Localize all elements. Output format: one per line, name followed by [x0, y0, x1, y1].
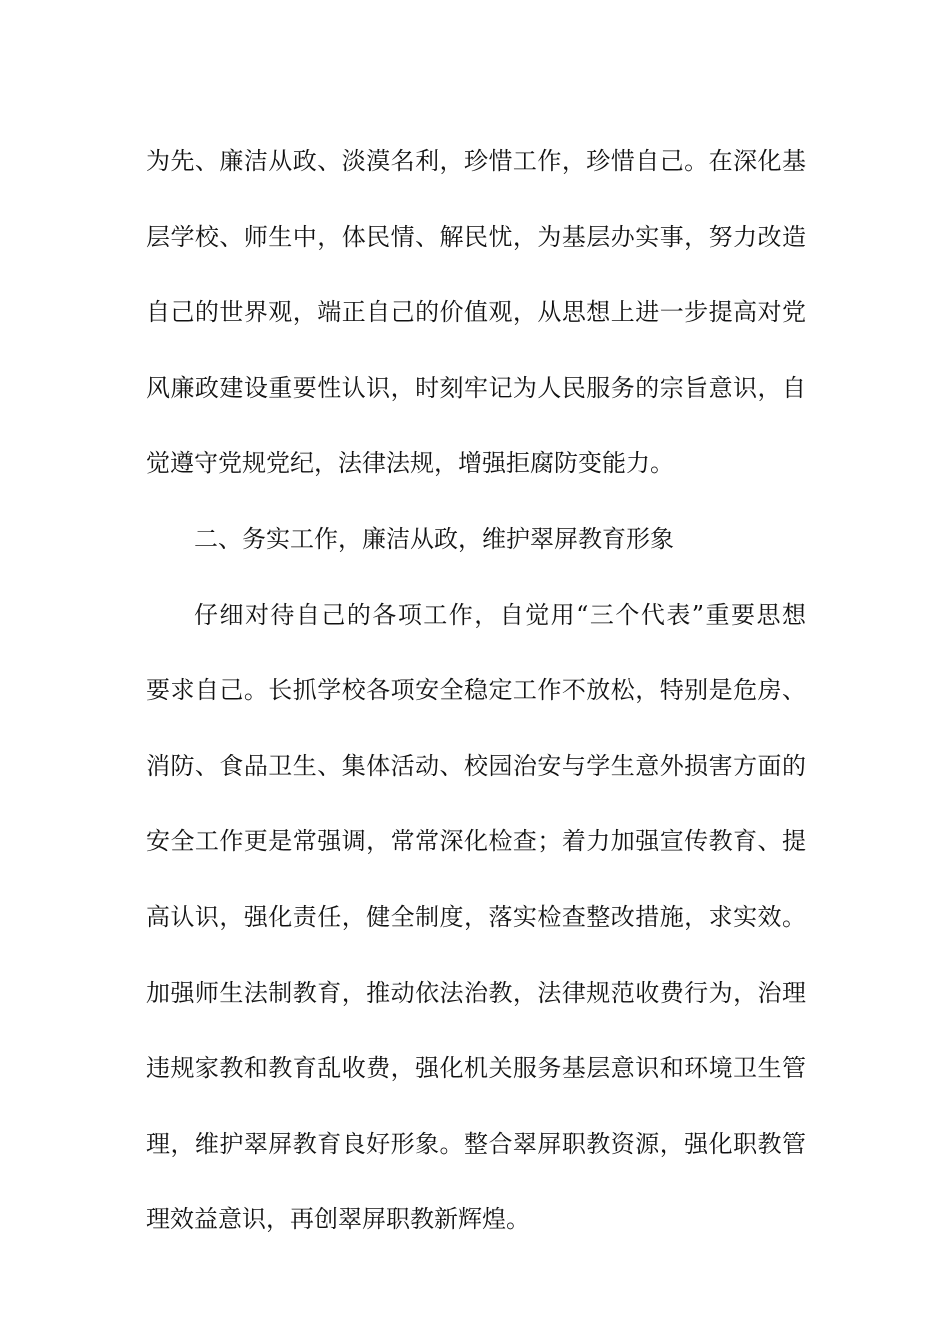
paragraph-line: 仔细对待自己的各项工作，自觉用“三个代表”重要思想	[194, 600, 806, 629]
paragraph-line: 理效益意识，再创翠屏职教新辉煌。	[146, 1205, 530, 1234]
paragraph-line: 觉遵守党规党纪，法律法规，增强拒腐防变能力。	[146, 449, 674, 478]
paragraph-line: 层学校、师生中，体民情、解民忧，为基层办实事，努力改造	[146, 222, 806, 251]
paragraph-line: 安全工作更是常强调，常常深化检查；着力加强宣传教育、提	[146, 827, 806, 856]
paragraph-line: 消防、食品卫生、集体活动、校园治安与学生意外损害方面的	[146, 751, 806, 780]
paragraph-line: 自己的世界观，端正自己的价值观，从思想上进一步提高对党	[146, 298, 806, 327]
paragraph-line: 理，维护翠屏教育良好形象。整合翠屏职教资源，强化职教管	[146, 1129, 806, 1158]
paragraph-line: 风廉政建设重要性认识，时刻牢记为人民服务的宗旨意识，自	[146, 373, 806, 402]
paragraph-line: 高认识，强化责任，健全制度，落实检查整改措施，求实效。	[146, 902, 806, 931]
section-heading: 二、务实工作，廉洁从政，维护翠屏教育形象	[194, 524, 674, 553]
paragraph-line: 要求自己。长抓学校各项安全稳定工作不放松，特别是危房、	[146, 676, 806, 705]
paragraph-line: 加强师生法制教育，推动依法治教，法律规范收费行为，治理	[146, 978, 806, 1007]
body-text	[146, 124, 806, 1258]
paragraph-line: 为先、廉洁从政、淡漠名利，珍惜工作，珍惜自己。在深化基	[146, 147, 806, 175]
paragraph-line: 违规家教和教育乱收费，强化机关服务基层意识和环境卫生管	[146, 1054, 806, 1083]
